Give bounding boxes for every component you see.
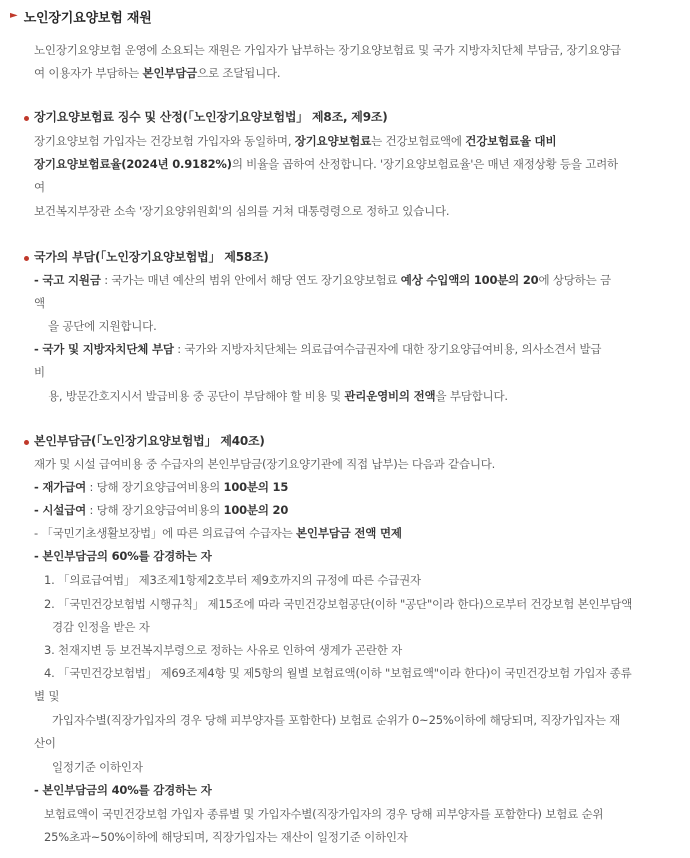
s3-item-4-cont-1: 별 및 [34,689,60,703]
intro-line-1: 노인장기요양보험 운영에 소요되는 재원은 가입자가 납부하는 장기요양보험료 및 국가 지방자치단체 부담금, 장기요양급 [34,43,621,57]
s3-item-4-cont-4: 일정기준 이하인자 [52,760,143,774]
s3-item-2-cont: 경감 인정을 받은 자 [52,620,150,634]
s3-line-1: 재가 및 시설 급여비용 중 수급자의 본인부담금(장기요양기관에 직접 납부)는 다음과 같습니다. [34,457,496,471]
s3-line-3: - 시설급여 : 당해 장기요양급여비용의 100분의 20 [34,503,289,517]
s3-line-2: - 재가급여 : 당해 장기요양급여비용의 100분의 15 [34,480,289,494]
bullet-dot-icon [24,256,29,261]
intro-line-2: 여 이용자가 부담하는 본인부담금으로 조달됩니다. [34,66,281,80]
s2-line-4: - 국가 및 지방자치단체 부담 : 국가와 지방자치단체는 의료급여수급권자에 대한 장기요양급여비용, 의사소견서 발급 [34,342,602,356]
s2-line-5: 비 [34,365,45,379]
s3-item-1: 1. 「의료급여법」 제3조제1항제2호부터 제9호까지의 규정에 따른 수급권자 [44,573,421,587]
s2-line-2: 액 [34,296,45,310]
page-title [10,6,152,26]
page-title-text: 노인장기요양보험 재원 [23,10,152,26]
s1-line-3: 여 [34,180,45,194]
s3-item-4: 4. 「국민건강보험법」 제69조제4항 및 제5항의 월별 보험료액(이하 "보험료액"이라 한다)이 국민건강보험 가입자 종류 [44,666,632,680]
s3-item-4-cont-3: 산이 [34,736,56,750]
s3-item-2: 2. 「국민건강보험법 시행규칙」 제15조에 따라 국민건강보험공단(이하 "공단"이라 한다)으로부터 건강보험 본인부담액 [44,597,633,611]
s3-item-4-cont-2: 가입자수별(직장가입자의 경우 당해 피부양자를 포함한다) 보험료 순위가 0~25%이하에 해당되며, 직장가입자는 재 [52,713,621,727]
s2-line-6: 용, 방문간호지시서 발급비용 중 공단이 부담해야 할 비용 및 관리운영비의 전액을 부담합니다. [48,389,508,403]
s3-item-3: 3. 천재지변 등 보건복지부령으로 정하는 사유로 인하여 생계가 곤란한 자 [44,643,403,657]
section-heading-state: 국가의 부담(「노인장기요양보험법」 제58조) [34,250,269,264]
bullet-dot-icon [24,116,29,121]
s2-line-3: 을 공단에 지원합니다. [48,319,157,333]
bullet-dot-icon [24,440,29,445]
s1-line-4: 보건복지부장관 소속 '장기요양위원회'의 심의를 거쳐 대통령령으로 정하고 있습니다. [34,204,450,218]
s1-line-2: 장기요양보험료율(2024년 0.9182%)의 비율을 곱하여 산정합니다. '장기요양보험료율'은 매년 재정상황 등을 고려하 [34,157,618,171]
section-heading-copay: 본인부담금(「노인장기요양보험법」 제40조) [34,434,265,448]
section-heading-premium: 장기요양보험료 징수 및 산정(「노인장기요양보험법」 제8조, 제9조) [34,110,388,124]
s3-line-4: - 「국민기초생활보장법」에 따른 의료급여 수급자는 본인부담금 전액 면제 [34,526,402,540]
s3-line-5: - 본인부담금의 60%를 감경하는 자 [34,549,212,563]
s2-line-1: - 국고 지원금 : 국가는 매년 예산의 범위 안에서 해당 연도 장기요양보험료 예상 수입액의 100분의 20에 상당하는 금 [34,273,611,287]
s3-line-7: 보험료액이 국민건강보험 가입자 종류별 및 가입자수별(직장가입자의 경우 당해 피부양자를 포함한다) 보험료 순위 [44,807,604,821]
s3-line-6: - 본인부담금의 40%를 감경하는 자 [34,783,212,797]
title-arrow-icon: ► [10,10,18,21]
s1-line-1: 장기요양보험 가입자는 건강보험 가입자와 동일하며, 장기요양보험료는 건강보험료액에 건강보험료율 대비 [34,134,557,148]
s3-line-8: 25%초과~50%이하에 해당되며, 직장가입자는 재산이 일정기준 이하인자 [44,830,408,844]
